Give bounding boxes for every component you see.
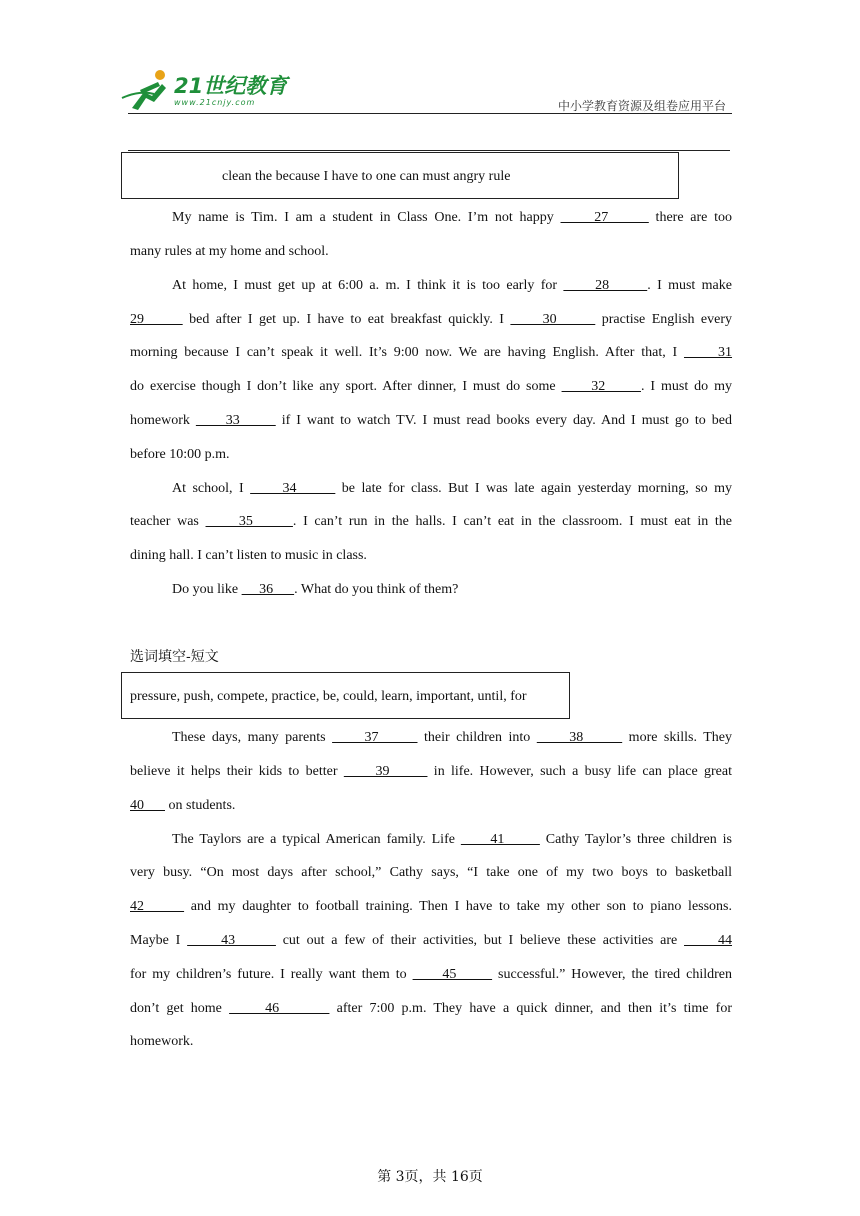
text: more skills. They [622, 730, 733, 745]
passage-line [130, 830, 732, 850]
section-title: 选词填空-短文 [130, 649, 219, 665]
page-number: 第 3页，共 16页 [377, 1169, 483, 1185]
text: dining hall. I can’t listen to music in class. [130, 548, 367, 563]
text: Do you like [172, 582, 242, 597]
text: if I want to watch TV. I must read books every day. And I must go to bed [275, 413, 732, 428]
blank-44[interactable]: 44 [684, 933, 733, 948]
text: At home, I must get up at 6:00 a. m. I think it is too early for [172, 278, 564, 293]
text: in life. However, such a busy life can place great [427, 764, 732, 779]
top-rule [128, 150, 730, 151]
passage-line [130, 897, 732, 917]
blank-32[interactable]: 32 [561, 379, 641, 394]
text: These days, many parents [172, 730, 333, 745]
text: My name is Tim. I am a student in Class One. I’m not happy [172, 210, 561, 225]
passage-line [130, 411, 732, 431]
text: . What do you think of them? [294, 582, 459, 597]
blank-40[interactable]: 40 [130, 798, 165, 813]
blank-29[interactable]: 29 [130, 312, 183, 327]
blank-36[interactable]: 36 [241, 582, 295, 597]
passage-line [130, 728, 732, 748]
text: . I must make [647, 278, 732, 293]
passage-line [130, 208, 732, 228]
text: . I can’t run in the halls. I can’t eat in the classroom. I must eat in the [292, 514, 732, 529]
text: morning because I can’t speak it well. It’s 9:00 now. We are having English. After that, I [130, 345, 684, 360]
text: successful.” However, the tired children [492, 967, 732, 982]
header-platform-name: 中小学教育资源及组卷应用平台 [557, 99, 726, 113]
blank-45[interactable]: 45 [412, 967, 493, 982]
passage-line [130, 931, 732, 951]
blank-30[interactable]: 30 [510, 312, 596, 327]
text: their children into [417, 730, 537, 745]
text: before 10:00 p.m. [130, 447, 230, 462]
text: there are too [648, 210, 733, 225]
blank-35[interactable]: 35 [205, 514, 293, 529]
blank-27[interactable]: 27 [560, 210, 649, 225]
text: after 7:00 p.m. They have a quick dinner, and then it’s time for [329, 1001, 732, 1016]
word-bank-box-2 [121, 672, 570, 719]
blank-41[interactable]: 41 [460, 832, 540, 847]
blank-43[interactable]: 43 [187, 933, 276, 948]
word-bank-box-1 [121, 152, 679, 199]
passage-line [130, 343, 732, 363]
passage-line [130, 479, 732, 499]
passage-line [130, 546, 732, 566]
text: At school, I [172, 481, 251, 496]
passage-line [130, 310, 732, 330]
text: for my children’s future. I really want them to [130, 967, 413, 982]
page-header [120, 64, 732, 116]
passage-line [130, 445, 732, 465]
text: practise English every [595, 312, 733, 327]
passage-line [130, 965, 732, 985]
blank-33[interactable]: 33 [195, 413, 276, 428]
logo [120, 68, 320, 114]
passage-line [130, 1032, 732, 1052]
passage-line [130, 762, 732, 782]
blank-42[interactable]: 42 [130, 899, 185, 914]
blank-38[interactable]: 38 [536, 730, 623, 745]
blank-37[interactable]: 37 [332, 730, 418, 745]
passage-line [130, 796, 732, 816]
logo-text: 21世纪教育 [174, 74, 288, 98]
text: teacher was [130, 514, 206, 529]
text: homework [130, 413, 196, 428]
text: bed after I get up. I have to eat breakfast quickly. I [182, 312, 511, 327]
text: cut out a few of their activities, but I believe these activities are [275, 933, 685, 948]
passage-line [130, 863, 732, 883]
text: on students. [165, 798, 236, 813]
blank-39[interactable]: 39 [343, 764, 428, 779]
text: and my daughter to football training. Then I have to take my other son to piano lessons. [184, 899, 733, 914]
word-bank-1: clean the because I have to one can must angry rule [222, 169, 511, 184]
text: do exercise though I don’t like any sport. After dinner, I must do some [130, 379, 562, 394]
blank-28[interactable]: 28 [563, 278, 648, 293]
text: Cathy Taylor’s three children is [539, 832, 732, 847]
passage-line [130, 242, 732, 262]
text: many rules at my home and school. [130, 244, 329, 259]
text: believe it helps their kids to better [130, 764, 344, 779]
logo-url: www.21cnjy.com [174, 98, 256, 107]
header-divider [128, 113, 732, 114]
passage-line [130, 276, 732, 296]
text: don’t get home [130, 1001, 230, 1016]
passage-line [130, 999, 732, 1019]
word-bank-2: pressure, push, compete, practice, be, could, learn, important, until, for [130, 689, 527, 704]
text: . I must do my [640, 379, 733, 394]
blank-46[interactable]: 46 [229, 1001, 330, 1016]
passage-line [130, 512, 732, 532]
passage-line [130, 377, 732, 397]
runner-logo-icon [120, 68, 176, 112]
text: very busy. “On most days after school,” Cathy says, “I take one of my two boys to basketball [130, 865, 732, 880]
text: The Taylors are a typical American family. Life [172, 832, 461, 847]
text: homework. [130, 1034, 194, 1049]
passage-line [130, 580, 732, 600]
blank-31[interactable]: 31 [683, 345, 733, 360]
text: be late for class. But I was late again yesterday morning, so my [335, 481, 733, 496]
blank-34[interactable]: 34 [250, 481, 336, 496]
text: Maybe I [130, 933, 188, 948]
